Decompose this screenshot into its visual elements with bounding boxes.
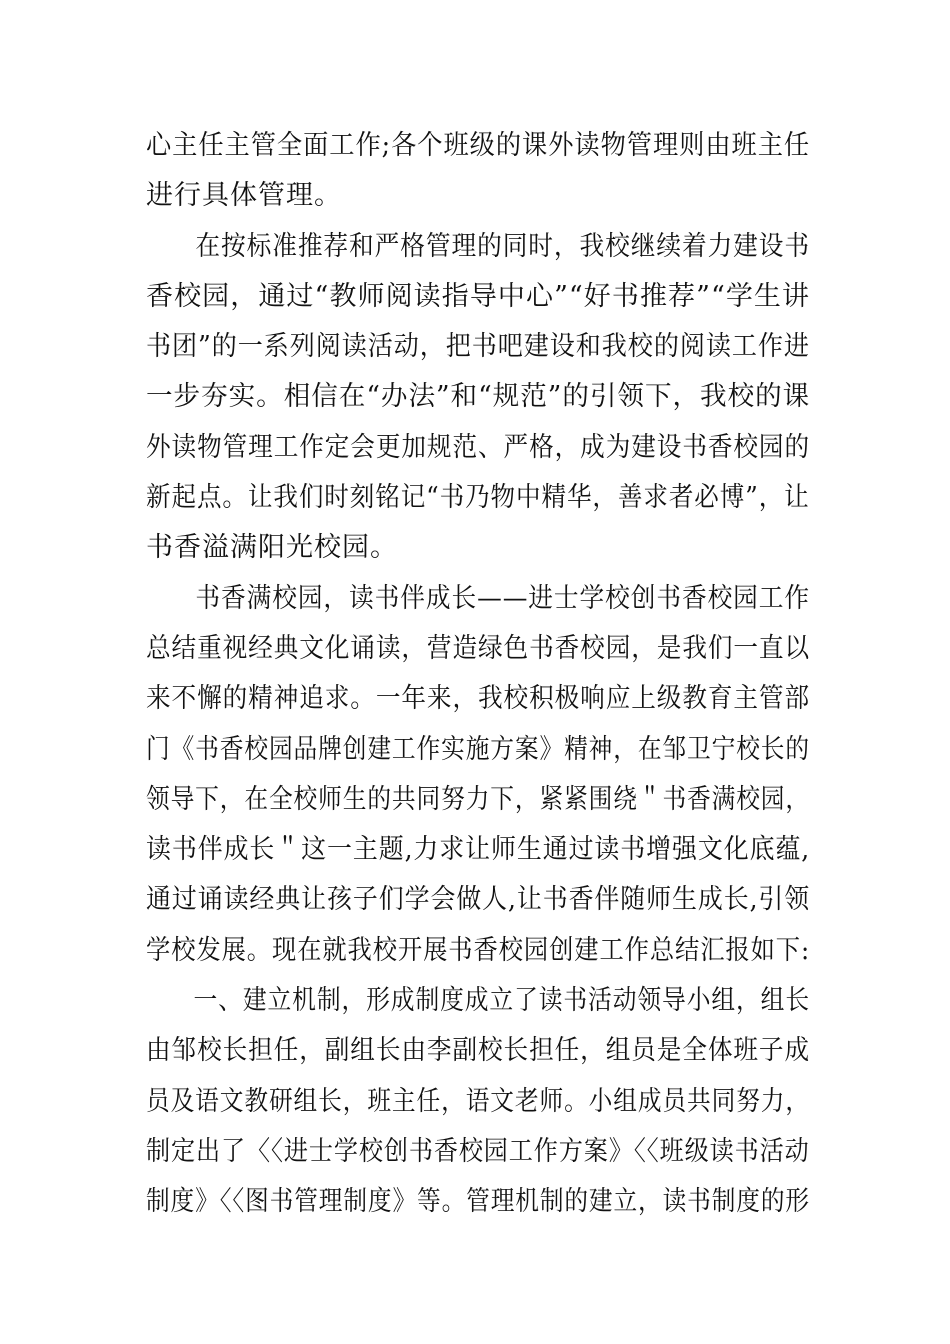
text-line: 香校园，通过“教师阅读指导中心”“好书推荐”“学生讲 [146, 280, 810, 312]
text-line: 来不懈的精神追求。一年来，我校积极响应上级教育主管部 [146, 683, 811, 715]
text-line: 一、建立机制，形成制度成立了读书活动领导小组，组长 [193, 985, 810, 1017]
text-line: 读书伴成长＂这一主题,力求让师生通过读书增强文化底蕴, [146, 834, 811, 866]
text-line: 外读物管理工作定会更加规范、严格，成为建设书香校园的 [146, 431, 811, 463]
text-line: 进行具体管理。 [146, 180, 342, 212]
text-line: 书香溢满阳光校园。 [146, 532, 398, 564]
text-line: 领导下，在全校师生的共同努力下，紧紧围绕＂书香满校园， [146, 783, 810, 815]
text-line: 心主任主管全面工作;各个班级的课外读物管理则由班主任 [146, 130, 811, 161]
text-line: 总结重视经典文化诵读，营造绿色书香校园，是我们一直以 [146, 632, 811, 664]
text-line: 制度》〈〈图书管理制度》等。管理机制的建立，读书制度的形 [146, 1186, 810, 1218]
text-line: 门《书香校园品牌创建工作实施方案》精神，在邹卫宁校长的 [146, 733, 810, 765]
body-text [146, 121, 810, 1228]
text-line: 新起点。让我们时刻铭记“书乃物中精华，善求者必博”，让 [146, 482, 810, 514]
text-line: 员及语文教研组长，班主任，语文老师。小组成员共同努力， [146, 1085, 810, 1117]
text-line: 在按标准推荐和严格管理的同时，我校继续着力建设书 [195, 230, 810, 262]
text-line: 一步夯实。相信在“办法”和“规范”的引领下，我校的课 [146, 381, 811, 413]
text-line: 学校发展。现在就我校开展书香校园创建工作总结汇报如下: [146, 934, 811, 966]
text-line: 制定出了〈〈进士学校创书香校园工作方案》〈〈班级读书活动 [146, 1135, 810, 1167]
text-line: 由邹校长担任，副组长由李副校长担任，组员是全体班子成 [146, 1035, 811, 1067]
text-line: 书香满校园，读书伴成长——进士学校创书香校园工作 [195, 582, 810, 614]
text-line: 通过诵读经典让孩子们学会做人,让书香伴随师生成长,引领 [146, 884, 811, 916]
text-line: 书团”的一系列阅读活动，把书吧建设和我校的阅读工作进 [146, 331, 810, 363]
